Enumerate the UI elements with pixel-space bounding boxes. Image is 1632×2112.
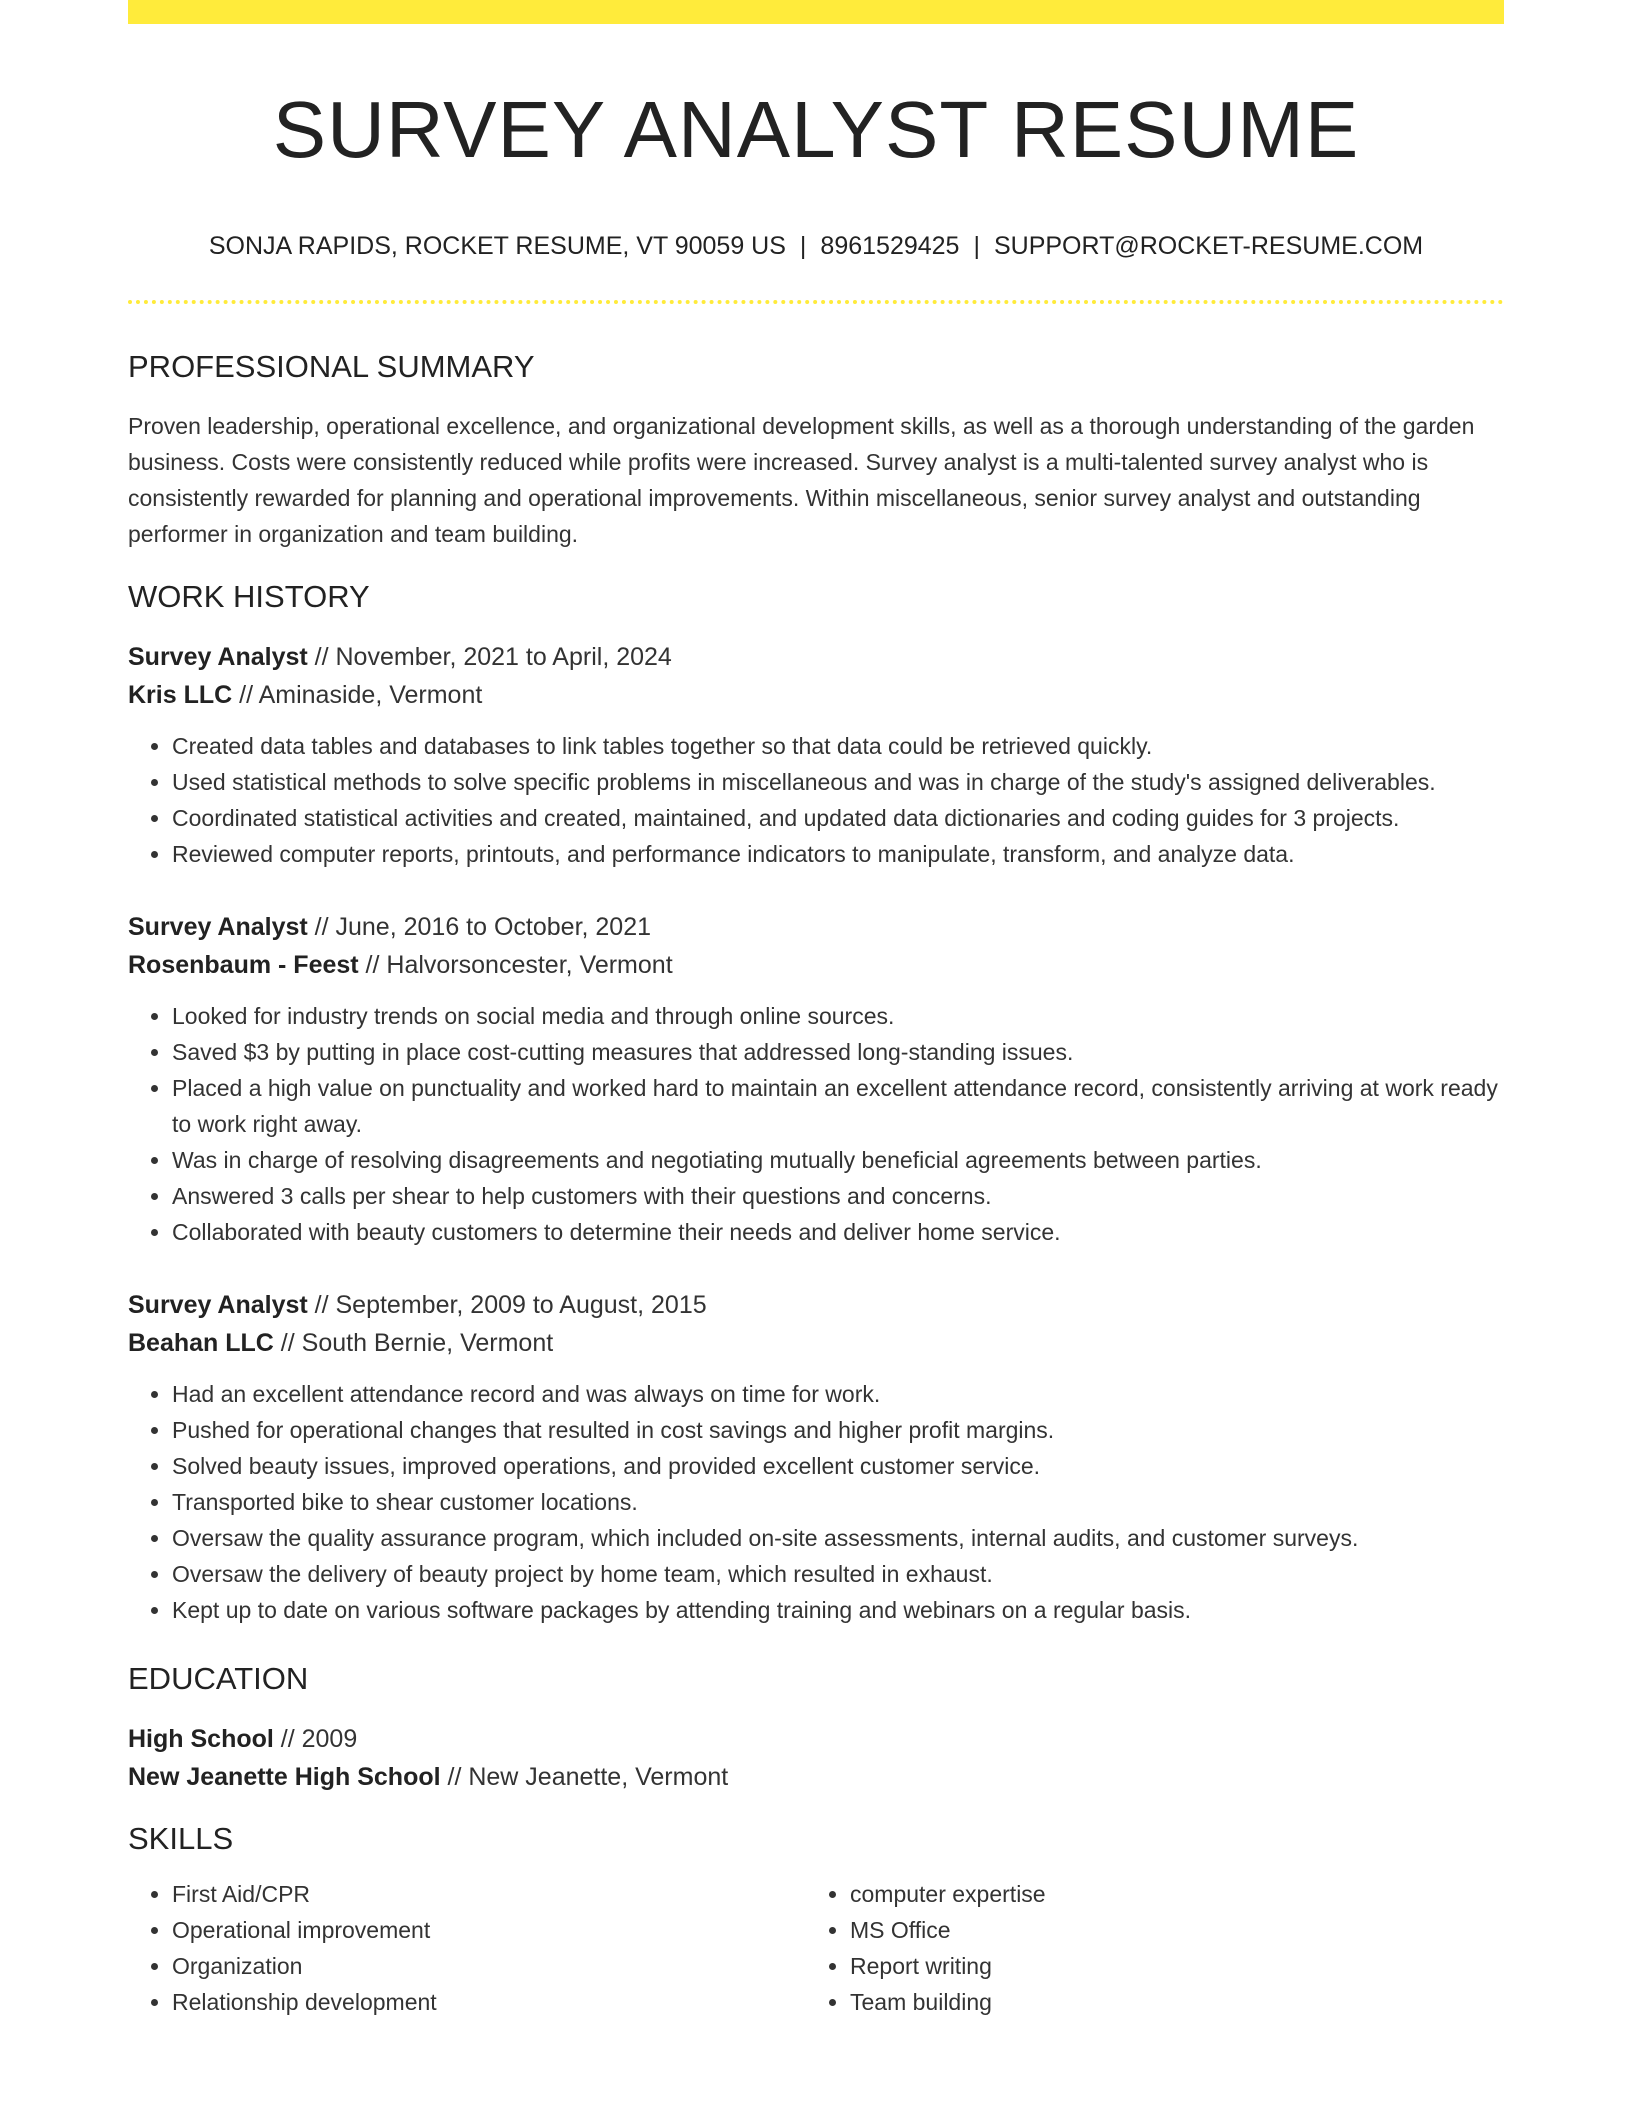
job-bullet: • Used statistical methods to solve specific problems in miscellaneous and was in charge of the study's assigned deliverables. [172,764,1504,800]
job-location: // Halvorsoncester, Vermont [358,951,673,979]
job-bullet: • Kept up to date on various software packages by attending training and webinars on a regular basis. [172,1592,1504,1628]
contact-line [128,230,1504,262]
contact-email: SUPPORT@ROCKET-RESUME.COM [993,232,1424,260]
work-history-section [128,578,1504,1628]
job-bullet-list [128,1376,1504,1628]
resume-title: SURVEY ANALYST RESUME [272,85,1360,174]
skills-heading: SKILLS [128,1821,234,1856]
job-location: // Aminaside, Vermont [232,681,483,709]
job-company: Rosenbaum - Feest [128,951,359,979]
skills-section [128,1820,1504,2020]
resume-page [128,0,1504,2112]
job-title-line [128,908,1504,946]
education-degree: High School [128,1725,274,1753]
dotted-divider [128,300,1504,304]
job-bullet: • Reviewed computer reports, printouts, and performance indicators to manipulate, transform, and analyze data. [172,836,1504,872]
education-school: New Jeanette High School [128,1763,441,1791]
contact-separator: | [973,232,980,260]
job-title: Survey Analyst [128,1291,308,1319]
job-bullet: • Saved $3 by putting in place cost-cutting measures that addressed long-standing issues. [172,1034,1504,1070]
skills-list-right [806,1876,1484,2020]
contact-phone: 8961529425 [820,232,960,260]
skill-item: • Relationship development [172,1984,806,2020]
job-title: Survey Analyst [128,913,308,941]
job-entry [128,638,1504,872]
education-section [128,1660,1504,1796]
skill-item: • Organization [172,1948,806,1984]
job-dates: // June, 2016 to October, 2021 [307,913,652,941]
skill-item: • First Aid/CPR [172,1876,806,1912]
job-bullet: • Placed a high value on punctuality and worked hard to maintain an excellent attendance record, consistently arriving at work ready to work right away. [172,1070,1504,1142]
job-bullet: • Oversaw the quality assurance program, which included on-site assessments, internal audits, and customer surveys. [172,1520,1504,1556]
job-bullet: • Collaborated with beauty customers to determine their needs and deliver home service. [172,1214,1504,1250]
contact-separator: | [799,232,807,260]
professional-summary-section [128,348,1504,552]
job-dates: // September, 2009 to August, 2015 [307,1291,707,1319]
education-school-line [128,1758,1504,1796]
job-bullet: • Oversaw the delivery of beauty project by home team, which resulted in exhaust. [172,1556,1504,1592]
summary-text: Proven leadership, operational excellence, and organizational development skills, as well as a thorough understanding of the garden business. Costs were consistently reduced while profits were increased. Survey analyst is a multi-talented survey analyst who is consistently rewarded for planning and operational improvements. Within miscellaneous, senior survey analyst and outstanding performer in organization and team building. [128,413,1475,547]
job-company: Beahan LLC [128,1329,274,1357]
job-bullet-list [128,728,1504,872]
skill-item: • Team building [850,1984,1484,2020]
skill-item: • MS Office [850,1912,1484,1948]
job-company-line [128,946,1504,984]
education-degree-line [128,1720,1504,1758]
skills-grid [128,1876,1504,2020]
summary-heading: PROFESSIONAL SUMMARY [128,349,535,384]
job-title-line [128,638,1504,676]
skill-item: • Report writing [850,1948,1484,1984]
skills-list-left [128,1876,806,2020]
job-bullet: • Answered 3 calls per shear to help customers with their questions and concerns. [172,1178,1504,1214]
job-bullet: • Created data tables and databases to link tables together so that data could be retrieved quickly. [172,728,1504,764]
job-entry [128,908,1504,1250]
contact-address: SONJA RAPIDS, ROCKET RESUME, VT 90059 US [208,232,786,260]
job-title-line [128,1286,1504,1324]
education-year: // 2009 [273,1725,358,1753]
skill-item: • computer expertise [850,1876,1484,1912]
job-company: Kris LLC [128,681,233,709]
skill-item: • Operational improvement [172,1912,806,1948]
job-title: Survey Analyst [128,643,308,671]
job-bullet-list [128,998,1504,1250]
job-bullet: • Was in charge of resolving disagreements and negotiating mutually beneficial agreements between parties. [172,1142,1504,1178]
job-bullet: • Solved beauty issues, improved operations, and provided excellent customer service. [172,1448,1504,1484]
job-bullet: • Looked for industry trends on social media and through online sources. [172,998,1504,1034]
job-location: // South Bernie, Vermont [273,1329,554,1357]
job-bullet: • Had an excellent attendance record and was always on time for work. [172,1376,1504,1412]
job-entry [128,1286,1504,1628]
job-bullet: • Pushed for operational changes that resulted in cost savings and higher profit margins. [172,1412,1504,1448]
job-company-line [128,676,1504,714]
work-history-heading: WORK HISTORY [128,579,370,614]
job-bullet: • Coordinated statistical activities and created, maintained, and updated data dictionaries and coding guides for 3 projects. [172,800,1504,836]
job-company-line [128,1324,1504,1362]
top-accent-bar [128,0,1504,24]
job-bullet: • Transported bike to shear customer locations. [172,1484,1504,1520]
education-heading: EDUCATION [128,1661,309,1696]
education-entry [128,1720,1504,1796]
job-dates: // November, 2021 to April, 2024 [307,643,672,671]
education-location: // New Jeanette, Vermont [440,1763,729,1791]
